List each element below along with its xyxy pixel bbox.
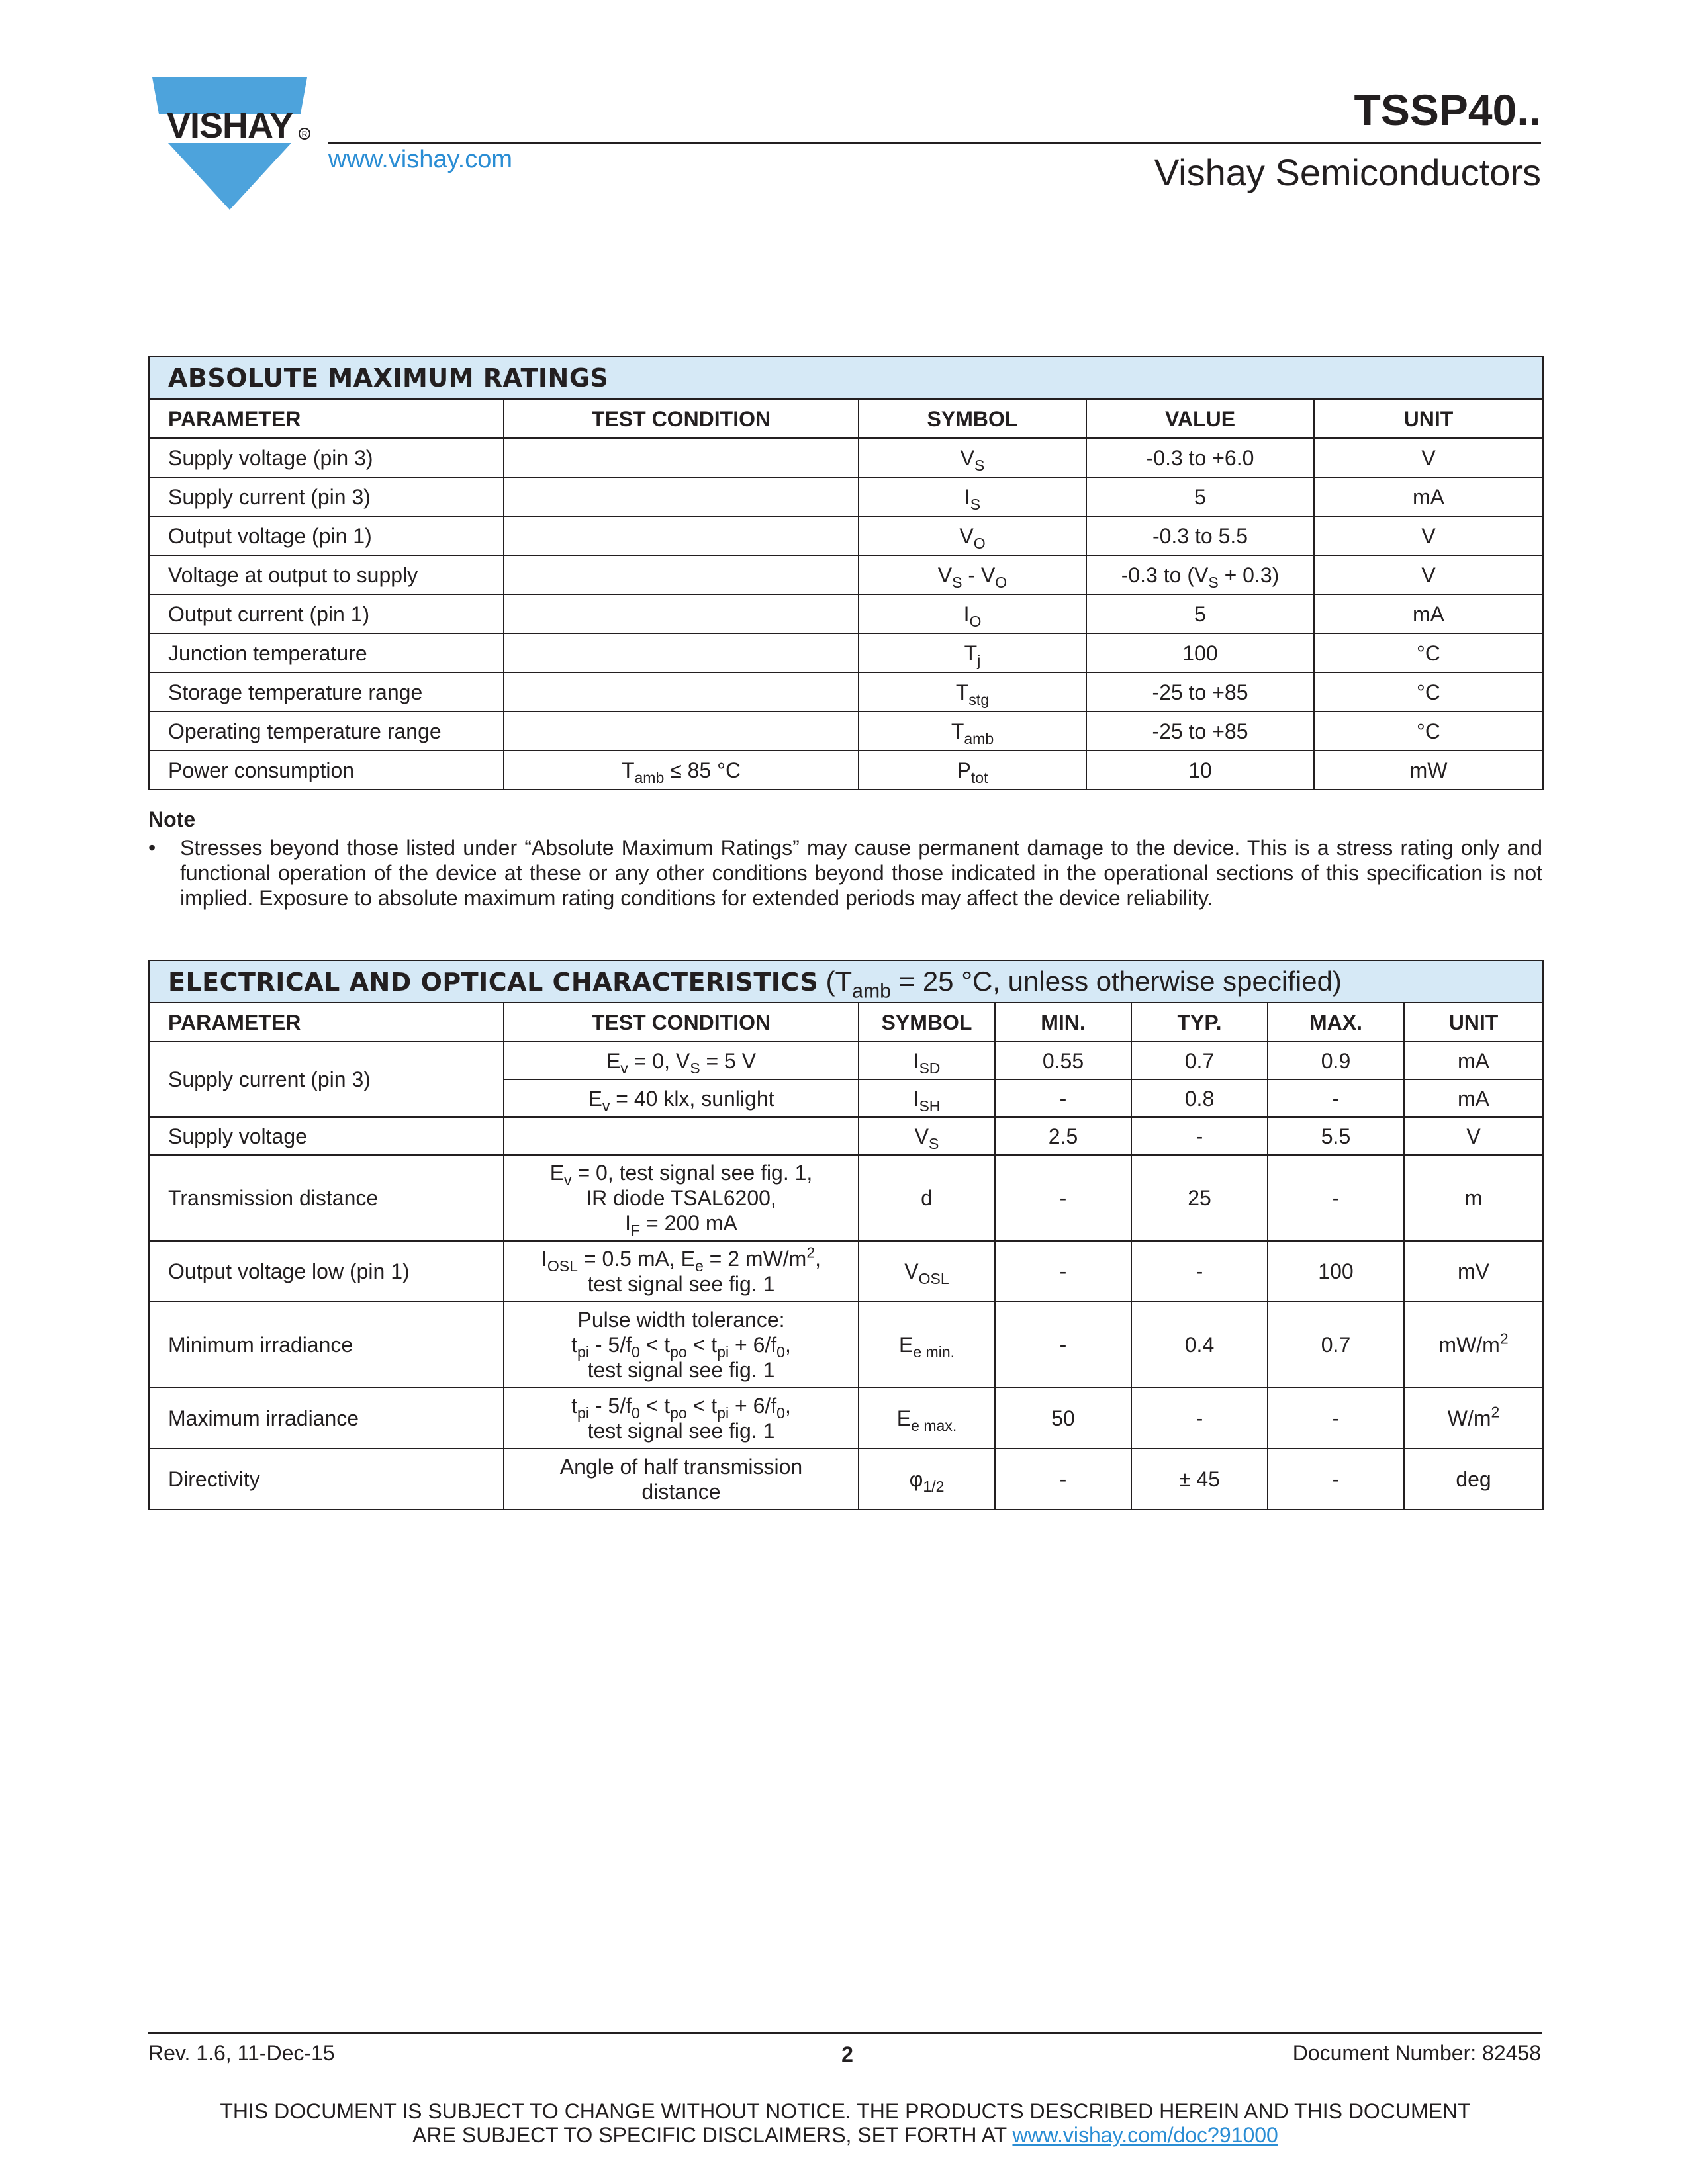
unit-cell: °C [1314,711,1543,751]
logo-text: VISHAY [166,106,293,146]
column-header: TEST CONDITION [504,399,859,438]
footer-rule [148,2032,1542,2034]
typ-cell: - [1131,1388,1268,1449]
bullet: • [148,836,156,860]
unit-cell: mW [1314,751,1543,790]
vishay-logo [147,74,312,213]
test-condition-cell: Angle of half transmission distance [504,1449,859,1510]
page-number: 2 [841,2042,853,2066]
value-cell: -25 to +85 [1086,672,1314,711]
symbol-cell: $E_{e max.}$ [859,1388,995,1449]
min-cell: - [995,1155,1131,1241]
typ-cell: 0.4 [1131,1302,1268,1388]
unit-cell: deg [1404,1449,1543,1510]
test-condition-cell [504,477,859,516]
max-cell: 0.7 [1268,1302,1404,1388]
symbol-cell: d [859,1155,995,1241]
parameter-cell: Output voltage low (pin 1) [149,1241,504,1302]
parameter-cell: Supply voltage [149,1117,504,1155]
unit-cell: V [1314,555,1543,594]
table-title-condition: ($T_{amb} = 25$ °C, unless otherwise specified) [825,965,1342,1003]
max-cell: 0.9 [1268,1042,1404,1079]
parameter-cell: Operating temperature range [149,711,504,751]
parameter-cell: Maximum irradiance [149,1388,504,1449]
typ-cell: - [1131,1117,1268,1155]
table-row [149,1155,1543,1241]
revision: Rev. 1.6, 11-Dec-15 [148,2041,335,2065]
symbol-cell: $T_{amb}$ [859,711,1086,751]
disclaimer [148,2099,1542,2147]
max-cell: - [1268,1449,1404,1510]
test-condition-cell [504,555,859,594]
table-title: ELECTRICAL AND OPTICAL CHARACTERISTICS ($T_{amb} = 25$ °C, unless otherwise specified) [149,960,1543,1003]
disclaimer-line-2: ARE SUBJECT TO SPECIFIC DISCLAIMERS, SET FORTH AT [412,2123,1007,2147]
symbol-cell: $V_{OSL}$ [859,1241,995,1302]
column-header: SYMBOL [859,399,1086,438]
symbol-cell: $I_{SD}$ [859,1042,995,1079]
table-row [149,1388,1543,1449]
max-cell: - [1268,1155,1404,1241]
typ-cell: 0.8 [1131,1079,1268,1117]
test-condition-cell: $E_v = 0$, test signal see fig. 1, IR diode TSAL6200, $I_F = 200$ mA [504,1155,859,1241]
unit-cell: °C [1314,672,1543,711]
symbol-cell: $V_S$ [859,1117,995,1155]
min-cell: - [995,1241,1131,1302]
parameter-cell: Output current (pin 1) [149,594,504,633]
max-cell: - [1268,1388,1404,1449]
symbol-cell: $\varphi_{1/2}$ [859,1449,995,1510]
test-condition-cell [504,594,859,633]
absolute-maximum-ratings-table [148,356,1544,790]
symbol-cell: $I_S$ [859,477,1086,516]
table-row [149,633,1543,672]
unit-cell: mV [1404,1241,1543,1302]
unit-cell: mA [1314,477,1543,516]
test-condition-cell: $E_v = 0$, $V_S = 5$ V [504,1042,859,1079]
test-condition-cell: Pulse width tolerance: $t_{pi} - 5/f_0 < t_{po} < t_{pi} + 6/f_0$, test signal see fig. 1 [504,1302,859,1388]
parameter-cell: Output voltage (pin 1) [149,516,504,555]
unit-cell: mA [1404,1042,1543,1079]
table-row [149,1302,1543,1388]
disclaimer-link[interactable]: www.vishay.com/doc?91000 [1012,2123,1278,2147]
column-header: UNIT [1314,399,1543,438]
symbol-cell: $P_{tot}$ [859,751,1086,790]
table-row [149,751,1543,790]
header-rule [328,142,1541,144]
typ-cell: ± 45 [1131,1449,1268,1510]
table-row [149,516,1543,555]
table-row [149,1117,1543,1155]
table-row [149,555,1543,594]
svg-text:R: R [301,130,308,139]
unit-cell: $mW/m^2$ [1404,1302,1543,1388]
test-condition-cell [504,438,859,477]
min-cell: 2.5 [995,1117,1131,1155]
value-cell: -0.3 to $(V_S + 0.3)$ [1086,555,1314,594]
min-cell: - [995,1302,1131,1388]
test-condition-cell [504,1117,859,1155]
disclaimer-line-1: THIS DOCUMENT IS SUBJECT TO CHANGE WITHOUT NOTICE. THE PRODUCTS DESCRIBED HEREIN AND THIS DOCUMENT [220,2099,1471,2123]
parameter-cell: Supply current (pin 3) [149,477,504,516]
unit-cell: V [1314,438,1543,477]
table-row [149,1449,1543,1510]
document-title: TSSP40.. [1354,85,1541,134]
test-condition-cell: $T_{amb} \le 85$ °C [504,751,859,790]
note-text: Stresses beyond those listed under “Absolute Maximum Ratings” may cause permanent damage to the device. This is a stress rating only and functional operation of the device at these or any other conditions beyond those indicated in the operational sections of this specification is not implied. Exposure to absolute maximum rating conditions for extended periods may affect the device reliability. [180,836,1542,910]
typ-cell: 25 [1131,1155,1268,1241]
min-cell: - [995,1449,1131,1510]
table-row [149,1241,1543,1302]
unit-cell: m [1404,1155,1543,1241]
min-cell: 0.55 [995,1042,1131,1079]
parameter-cell: Transmission distance [149,1155,504,1241]
value-cell: -25 to +85 [1086,711,1314,751]
column-header: MIN. [995,1003,1131,1042]
symbol-cell: $T_{stg}$ [859,672,1086,711]
parameter-cell: Minimum irradiance [149,1302,504,1388]
test-condition-cell: $E_v = 40$ klx, sunlight [504,1079,859,1117]
note-heading: Note [148,807,196,831]
table-row [149,438,1543,477]
min-cell: - [995,1079,1131,1117]
unit-cell: mA [1314,594,1543,633]
parameter-cell: Supply voltage (pin 3) [149,438,504,477]
table-row [149,594,1543,633]
parameter-cell: Directivity [149,1449,504,1510]
column-header: TYP. [1131,1003,1268,1042]
parameter-cell: Junction temperature [149,633,504,672]
table-title: ABSOLUTE MAXIMUM RATINGS [149,357,1543,399]
column-header: TEST CONDITION [504,1003,859,1042]
test-condition-cell: $t_{pi} - 5/f_0 < t_{po} < t_{pi} + 6/f_0$, test signal see fig. 1 [504,1388,859,1449]
table-row [149,711,1543,751]
column-header: PARAMETER [149,1003,504,1042]
value-cell: 5 [1086,594,1314,633]
value-cell: -0.3 to +6.0 [1086,438,1314,477]
parameter-cell: Storage temperature range [149,672,504,711]
document-subtitle: Vishay Semiconductors [1154,152,1541,193]
value-cell: 10 [1086,751,1314,790]
min-cell: 50 [995,1388,1131,1449]
symbol-cell: $E_{e min.}$ [859,1302,995,1388]
value-cell: 100 [1086,633,1314,672]
website-link[interactable]: www.vishay.com [328,146,513,173]
symbol-cell: $I_{SH}$ [859,1079,995,1117]
parameter-cell: Power consumption [149,751,504,790]
table-row [149,1042,1543,1079]
parameter-cell: Supply current (pin 3) [149,1042,504,1117]
column-header: MAX. [1268,1003,1404,1042]
unit-cell: °C [1314,633,1543,672]
table-row [149,672,1543,711]
symbol-cell: $T_j$ [859,633,1086,672]
test-condition-cell [504,672,859,711]
electrical-optical-characteristics-table [148,960,1544,1510]
symbol-cell: $V_O$ [859,516,1086,555]
typ-cell: - [1131,1241,1268,1302]
value-cell: 5 [1086,477,1314,516]
parameter-cell: Voltage at output to supply [149,555,504,594]
unit-cell: mA [1404,1079,1543,1117]
typ-cell: 0.7 [1131,1042,1268,1079]
symbol-cell: $V_S$ [859,438,1086,477]
column-header: PARAMETER [149,399,504,438]
unit-cell: V [1314,516,1543,555]
test-condition-cell: $I_{OSL} = 0.5$ mA, $E_e = 2$ $mW/m^2$, test signal see fig. 1 [504,1241,859,1302]
test-condition-cell [504,633,859,672]
column-header: VALUE [1086,399,1314,438]
header-row [149,399,1543,438]
symbol-cell: $V_S - V_O$ [859,555,1086,594]
header-row [149,1003,1543,1042]
max-cell: 5.5 [1268,1117,1404,1155]
unit-cell: $W/m^2$ [1404,1388,1543,1449]
test-condition-cell [504,516,859,555]
max-cell: - [1268,1079,1404,1117]
table-row [149,477,1543,516]
column-header: UNIT [1404,1003,1543,1042]
value-cell: -0.3 to 5.5 [1086,516,1314,555]
column-header: SYMBOL [859,1003,995,1042]
unit-cell: V [1404,1117,1543,1155]
test-condition-cell [504,711,859,751]
max-cell: 100 [1268,1241,1404,1302]
document-number: Document Number: 82458 [1292,2041,1541,2065]
symbol-cell: $I_O$ [859,594,1086,633]
